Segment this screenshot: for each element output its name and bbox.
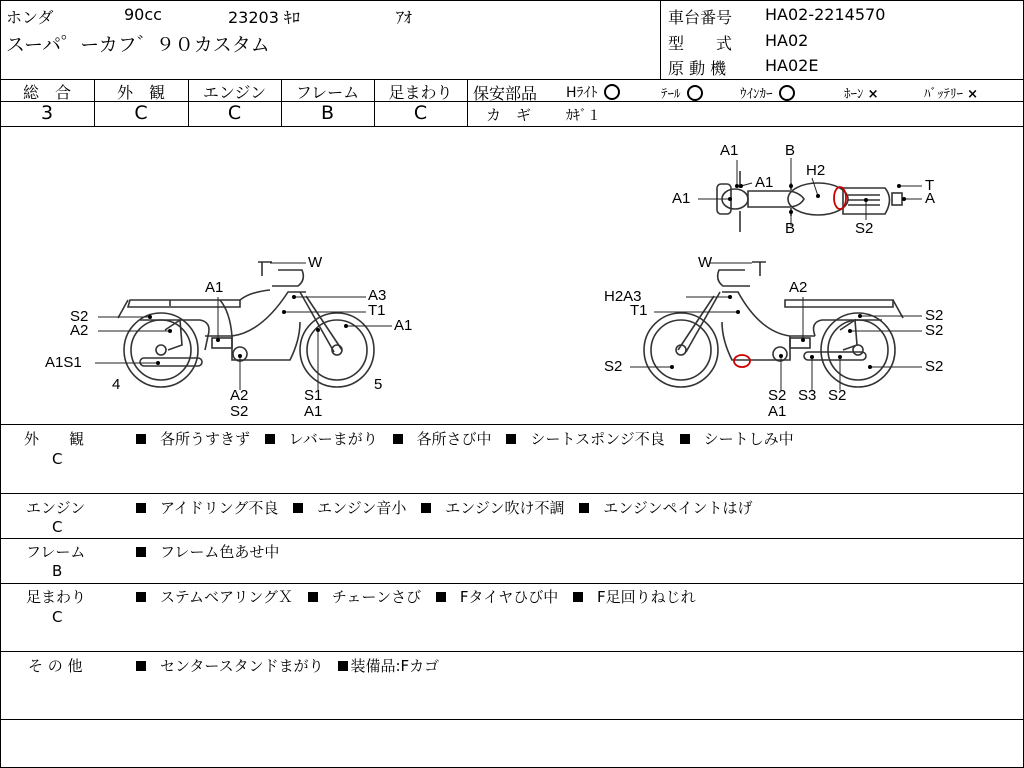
score-label-engine: エンジン (202, 83, 267, 102)
remark-category: エンジン (26, 499, 86, 517)
bullet-icon (293, 503, 303, 513)
remark-items-suspension (126, 586, 696, 607)
rule (0, 651, 1024, 652)
remark-items-exterior (126, 428, 794, 449)
safety-item-name: Hﾗｲﾄ (566, 85, 598, 101)
remark-item: 各所さび中 (416, 430, 492, 448)
key-label: カ ギ (486, 106, 532, 124)
score-label-suspension: 足まわり (388, 83, 453, 102)
displacement: 90cc (124, 5, 162, 24)
part-label: S2 (604, 358, 623, 375)
frame-no: HA02-2214570 (765, 5, 886, 24)
part-label: A (925, 190, 936, 207)
part-label: S2 (230, 403, 249, 420)
remark-items-other (126, 655, 439, 676)
part-label: S2 (70, 308, 89, 325)
part-label: A1 (205, 279, 224, 296)
ng-cross-icon: × (967, 87, 979, 102)
remark-grade: C (52, 450, 63, 468)
part-label: B (785, 220, 796, 237)
remark-item: エンジン吹け不調 (445, 499, 565, 517)
bullet-icon (579, 503, 589, 513)
safety-tail (661, 83, 703, 102)
rule (467, 101, 1024, 102)
remark-item: 装備品:Fカゴ (350, 657, 440, 675)
remark-item: アイドリング不良 (160, 499, 279, 517)
part-label: S1 (304, 387, 323, 404)
score-label-frame: フレーム (295, 83, 360, 102)
part-label: W (308, 254, 323, 271)
score-exterior: C (134, 102, 148, 124)
part-label: A2 (70, 322, 89, 339)
remark-item: シートしみ中 (703, 430, 794, 448)
bullet-icon (393, 434, 403, 444)
part-label: A1 (720, 142, 739, 159)
rule (0, 424, 1024, 425)
damage-diagram (0, 127, 1024, 423)
score-label-exterior: 外 観 (116, 83, 165, 102)
safety-battery (924, 83, 978, 102)
part-label: S2 (925, 307, 944, 324)
part-label: H2 (806, 162, 826, 179)
remark-item: エンジン音小 (317, 499, 407, 517)
rule (0, 493, 1024, 494)
score-engine: C (227, 102, 242, 124)
rule (0, 583, 1024, 584)
model-code: HA02 (765, 31, 809, 50)
remark-grade: B (52, 562, 63, 580)
part-label: A2 (789, 279, 808, 296)
remark-items-frame (126, 541, 279, 562)
bullet-icon (308, 592, 318, 602)
ok-circle-icon (779, 85, 795, 101)
part-label: A1S1 (45, 354, 82, 371)
remark-category: フレーム (26, 543, 86, 561)
part-label: W (698, 254, 713, 271)
remark-item: センタースタンドまがり (160, 657, 324, 675)
left-side-motorcycle (118, 262, 374, 387)
rule (0, 538, 1024, 539)
part-label: T1 (368, 302, 386, 319)
part-label: S2 (925, 322, 944, 339)
remark-item: Fタイヤひび中 (459, 588, 559, 606)
ok-circle-icon (604, 84, 620, 100)
part-label: A1 (394, 317, 413, 334)
remark-grade: C (52, 608, 63, 626)
ng-cross-icon: × (867, 87, 879, 102)
maker: ホンダ (6, 8, 54, 27)
remark-category: 足まわり (26, 588, 87, 606)
part-label: A2 (230, 387, 249, 404)
safety-item-name: ｳｲﾝｶｰ (740, 87, 773, 102)
remark-category: 外 観 (24, 430, 85, 448)
safety-winker (740, 83, 795, 102)
rule (0, 719, 1024, 720)
bullet-icon (265, 434, 275, 444)
bullet-icon (136, 434, 146, 444)
model-name: スーパ゜ーカフ゛９０カスタム (6, 34, 270, 56)
part-label: A1 (304, 403, 323, 420)
remark-item: F足回りねじれ (597, 588, 696, 606)
remark-category: そ の 他 (28, 657, 83, 675)
bullet-icon (338, 661, 348, 671)
frame-no-label: 車台番号 (668, 8, 733, 27)
score-frame: B (320, 102, 335, 124)
score-label-total: 総 合 (22, 83, 71, 102)
bullet-icon (506, 434, 516, 444)
remark-item: ステムベアリングＸ (160, 588, 294, 606)
remark-items-engine (126, 497, 753, 518)
bullet-icon (136, 547, 146, 557)
safety-item-name: ﾊﾞｯﾃﾘｰ (924, 87, 963, 102)
safety-item-name: ﾃｰﾙ (661, 87, 681, 102)
bullet-icon (436, 592, 446, 602)
score-total: 3 (40, 102, 54, 124)
safety-horn (844, 83, 879, 102)
remark-item: レバーまがり (288, 430, 378, 448)
bullet-icon (680, 434, 690, 444)
header-divider (660, 0, 661, 79)
part-label: T (925, 177, 935, 194)
safety-headlight (566, 82, 620, 102)
right-side-motorcycle (644, 262, 903, 387)
bullet-icon (136, 661, 146, 671)
remark-grade: C (52, 518, 63, 536)
top-view-motorcycle (717, 171, 902, 232)
part-label: S2 (925, 358, 944, 375)
bullet-icon (421, 503, 431, 513)
part-label: A3 (368, 287, 387, 304)
remark-item: フレーム色あせ中 (160, 543, 280, 561)
remark-item: シートスポンジ不良 (530, 430, 665, 448)
score-divider (467, 79, 468, 126)
part-label: 4 (112, 376, 121, 393)
part-label: T1 (630, 302, 648, 319)
bullet-icon (573, 592, 583, 602)
ok-circle-icon (687, 85, 703, 101)
damage-mark (734, 355, 750, 367)
remark-item: 各所うすきず (160, 430, 251, 448)
part-label: A1 (755, 174, 774, 191)
damage-mark (834, 187, 846, 209)
remark-item: エンジンペイントはげ (603, 499, 753, 517)
part-label: B (785, 142, 796, 159)
key-value: ｶｷﾞ１ (566, 108, 601, 124)
score-suspension: C (413, 102, 428, 124)
part-label: A1 (768, 403, 787, 420)
body-color: ｱｵ (396, 8, 413, 27)
part-label: A1 (672, 190, 691, 207)
part-label: S3 (798, 387, 817, 404)
remark-item: チェーンさび (331, 588, 422, 606)
part-label: S2 (855, 220, 874, 237)
part-label: S2 (768, 387, 787, 404)
bullet-icon (136, 592, 146, 602)
engine-label: 原 動 機 (668, 59, 727, 78)
part-label: S2 (828, 387, 847, 404)
safety-label: 保安部品 (473, 84, 538, 103)
model-label: 型 式 (668, 34, 733, 53)
part-label: 5 (374, 376, 383, 393)
engine-code: HA02E (765, 56, 819, 75)
safety-item-name: ﾎｰﾝ (844, 87, 864, 102)
bullet-icon (136, 503, 146, 513)
part-label: H2A3 (604, 288, 642, 305)
mileage: 23203 ｷﾛ (228, 8, 300, 27)
